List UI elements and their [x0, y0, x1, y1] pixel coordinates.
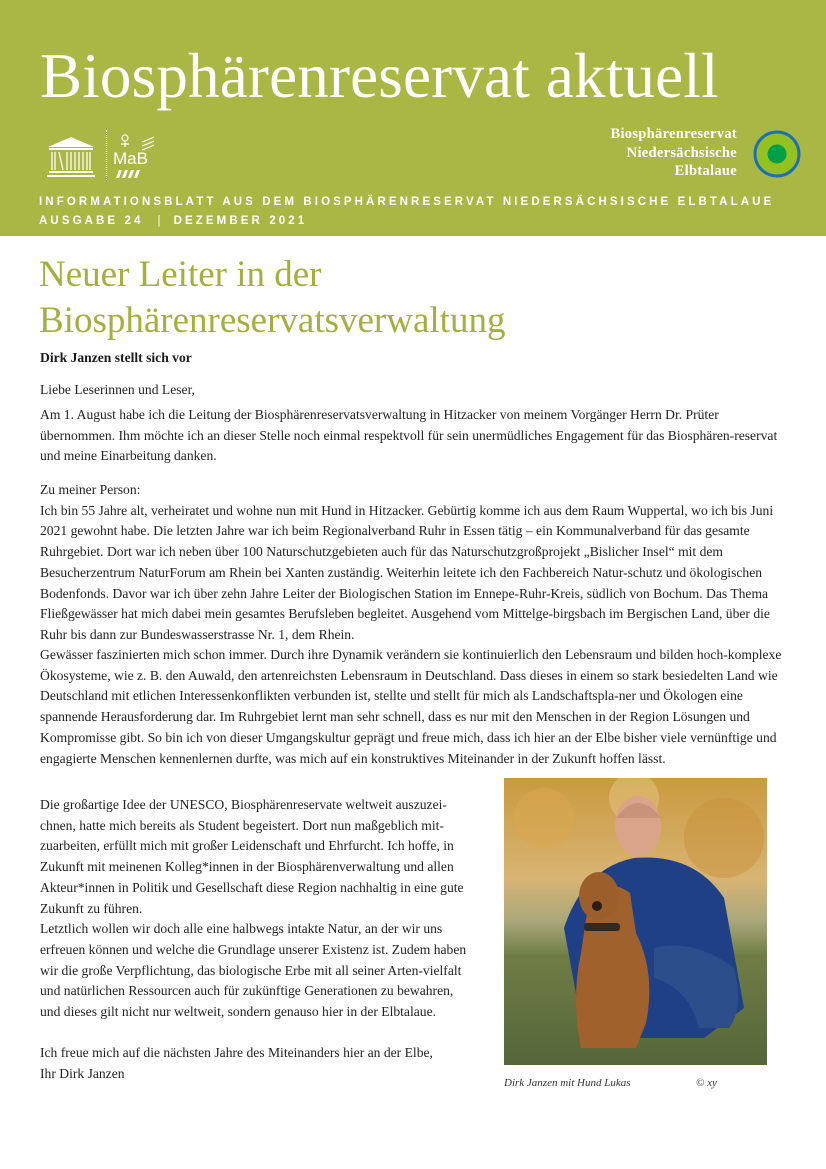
paragraph-waters: Gewässer faszinierten mich schon immer. Durch ihre Dynamik verändern sie kontinuierlich den Lebensraum und bilden hoch-komplexe Ökosysteme, wie z. B. den Auwald, den artenreichsten Lebensraum in Deutschland. Dass dieses in einem so stark besiedelten Land wie Deutschland mit etlichen Interessenkonflikten verbunden ist, stellte und stellt für mich als Landschaftspla-ner und Ökologen eine spannende Herausforderung dar. Im Ruhrgebiet lernt man sehr schnell, dass es nur mit den Menschen in der Region Lösungen und Kompromisse gibt. So bin ich von dieser Umgangskultur geprägt und freue mich, dass ich hier an der Elbe bisher viele vernünftige und engagierte Menschen kennenlernen durfte, was mich auf ein konstruktives Miteinander in der Zukunft hoffen lässt.	[40, 647, 782, 766]
svg-text:MaB: MaB	[113, 149, 148, 168]
issue-date: DEZEMBER 2021	[173, 215, 308, 227]
publication-title: Biosphärenreservat aktuell	[40, 41, 719, 111]
unesco-logo-icon	[46, 136, 96, 178]
person-heading: Zu meiner Person:	[40, 482, 141, 497]
paragraph-person	[40, 480, 786, 646]
photo-credit: © xy	[696, 1077, 717, 1089]
logo-divider	[106, 130, 107, 180]
unesco-text: Die großartige Idee der UNESCO, Biosphärenreservate weltweit auszuzei-chnen, hatte mich bereits als Student begeistert. Dort nun maßgeblich mit-zuarbeiten, erfüllt mich mit großer Leidenschaft und Ehrfurcht. Ich hoffe, in Zukunft mit meinenen Kolleg*innen in der Biosphärenverwaltung und allen Akteur*innen in Politik und Gesellschaft diese Region nachhaltig in eine gute Zukunft zu führen.	[40, 797, 464, 916]
article-title: Neuer Leiter in der Biosphärenreservatsverwaltung	[39, 254, 506, 341]
closing	[40, 1043, 472, 1084]
biosphere-reserve-emblem-icon	[753, 130, 801, 178]
article-subtitle: Dirk Janzen stellt sich vor	[40, 350, 192, 365]
issue-number: AUSGABE 24	[39, 215, 144, 227]
issue-separator: |	[157, 215, 164, 227]
person-text: Ich bin 55 Jahre alt, verheiratet und wohne nun mit Hund in Hitzacker. Gebürtig komme ich aus dem Raum Wuppertal, wo ich bis Juni 2021 gewohnt habe. Die letzten Jahre war ich beim Regionalverband Ruhr in Essen tätig – ein Kommunalverband für das gesamte Ruhrgebiet. Dort war ich neben über 100 Naturschutzgebieten auch für das Naturschutzgroßprojekt „Bislicher Insel“ mit dem Besucherzentrum NaturForum am Rhein bei Xanten zuständig. Weiterhin leitete ich den Fachbereich Natur-schutz und ökologischen Bodenfonds. Davor war ich über zehn Jahre Leiter der Biologischen Station im Ennepe-Ruhr-Kreis, südlich von Bochum. Das Thema Fließgewässer hat mich dabei mein gesamtes Berufsleben begleitet. Ausgehend vom Mittelge-birgsbach im Bergischen Land, über die Ruhr bis dann zur Bundeswasserstrasse Nr. 1, dem Rhein.	[40, 502, 774, 642]
greeting: Liebe Leserinnen und Leser,	[40, 382, 195, 397]
paragraph-intro: Am 1. August habe ich die Leitung der Biosphärenreservatsverwaltung in Hitzacker von meinem Vorgänger Herrn Dr. Prüter übernommen. Ihm möchte ich an dieser Stelle noch einmal respektvoll für sein unermüdliches Engagement für das Biosphären-reservat und meine Einarbeitung danken.	[40, 407, 778, 464]
photo-image-icon	[504, 778, 767, 1065]
issue-info	[39, 215, 307, 227]
masthead	[0, 0, 826, 236]
nature-text: Letztlich wollen wir doch alle eine halbwegs intakte Natur, an der wir uns erfreuen können und welche die Grundlage unserer Existenz ist. Zudem haben wir die große Verpflichtung, das biologische Erbe mit all seiner Arten-vielfalt und natürlichen Ressourcen auch für zukünftige Generationen zu bewahren, und dieses gilt nicht nur weltweit, sondern genauso hier in der Elbtalaue.	[40, 921, 467, 1020]
paragraph-unesco	[40, 795, 472, 1023]
partner-logos	[46, 128, 166, 180]
closing-text: Ich freue mich auf die nächsten Jahre des Miteinanders hier an der Elbe,	[40, 1045, 433, 1060]
mab-logo-icon	[112, 134, 158, 180]
photo-caption	[504, 1077, 767, 1089]
portrait-photo	[504, 778, 767, 1065]
caption-text: Dirk Janzen mit Hund Lukas	[504, 1077, 631, 1089]
reserve-name: Biosphärenreservat Niedersächsische Elbtalaue	[610, 126, 737, 179]
publication-subtitle: INFORMATIONSBLATT AUS DEM BIOSPHÄRENRESERVAT NIEDERSÄCHSISCHE ELBTALAUE	[39, 196, 775, 208]
signature: Ihr Dirk Janzen	[40, 1065, 125, 1081]
